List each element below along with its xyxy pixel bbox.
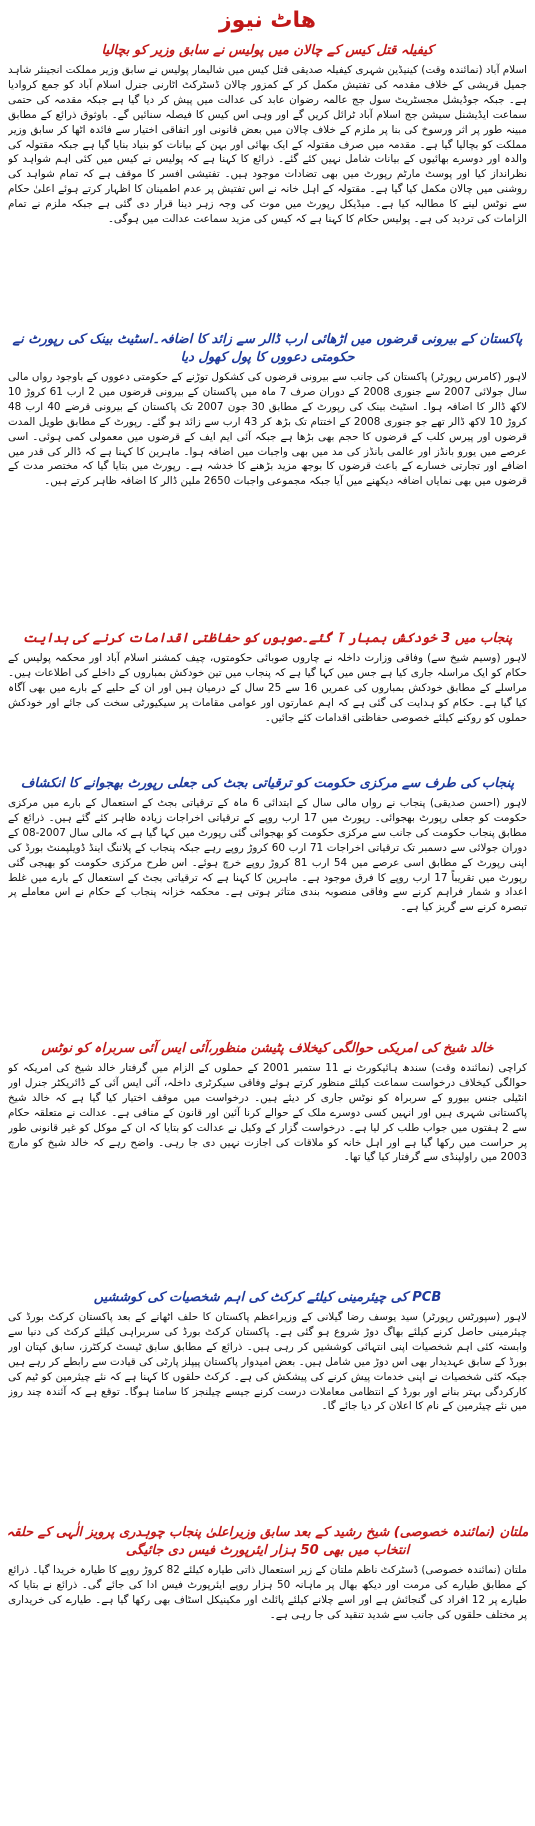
article-headline: ملتان (نمائندہ خصوصی) شیخ رشید کے بعد سابق وزیراعلیٰ پنجاب چوہدری پرویز الٰہی کے حلقہ انتخاب میں بھی 50 ہزار ایئرپورٹ فیس دی جائیگی xyxy=(6,1525,529,1558)
article-3 xyxy=(6,630,529,769)
article-6 xyxy=(6,1289,529,1518)
article-body: کراچی (نمائندہ وقت) سندھ ہائیکورٹ نے 11 ستمبر 2001 کے حملوں کے الزام میں گرفتار خالد شیخ کی امریکہ کو حوالگی کیخلاف درخواست سماعت کیلئے منظور کرتے ہوئے وفاقی سیکرٹری داخلہ، آئی ایس آئی کے ڈائریکٹر جنرل اور انٹیلی جنس بیورو کے سربراہ کو نوٹس جاری کر دیئے ہیں۔ درخواست میں موقف اختیار کیا گیا ہے کہ خالد شیخ پاکستانی شہری ہیں اور انہیں کسی دوسرے ملک کے حوالے کرنا آئین اور قانون کے منافی ہے۔ عدالت نے متعلقہ حکام سے 2 ہفتوں میں جواب طلب کر لیا ہے۔ درخواست گزار کے وکیل نے عدالت کو بتایا کہ ان کے موکل کو غیر قانونی طور پر حراست میں رکھا گیا ہے اور اہل خانہ کو ملاقات کی اجازت نہیں دی جا رہی۔ واضح رہے کہ خالد شیخ کو مارچ 2003 میں راولپنڈی سے گرفتار کیا گیا تھا۔ xyxy=(8,1062,527,1164)
article-1 xyxy=(6,42,529,325)
article-body: لاہور (کامرس رپورٹر) پاکستان کی جانب سے بیرونی قرضوں کی کشکول توڑنے کے حکومتی دعووں کے باوجود رواں مالی سال جولائی 2007 سے جنوری 2008 کے دوران صرف 7 ماہ میں پاکستان کے بیرونی قرضوں میں 2 ارب 61 کروڑ 10 لاکھ ڈالر کا اضافہ ہوا۔ اسٹیٹ بینک کی رپورٹ کے مطابق 30 جون 2007 تک پاکستان کے بیرونی قرضے 40 ارب 48 کروڑ 10 لاکھ ڈالر تھے جو جنوری 2008 کے اختتام تک بڑھ کر 43 ارب سے زائد ہو گئے۔ رپورٹ کے مطابق طویل المدت قرضوں اور پیرس کلب کے قرضوں کا حجم بھی بڑھا ہے جبکہ آئی ایم ایف کے قرضوں میں معمولی کمی ہوئی۔ اسی عرصے میں یورو بانڈز اور عالمی بانڈز کی مد میں بھی واجبات میں اضافہ ہوا۔ ماہرین کا کہنا ہے کہ ڈالر کی قدر میں اضافے اور تجارتی خسارے کے باعث قرضوں کا بوجھ مزید بڑھنے کا خدشہ ہے۔ رپورٹ میں بتایا گیا کہ مختصر مدت کے قرضوں میں بھی نمایاں اضافہ دیکھنے میں آیا جبکہ مجموعی واجبات 2650 ملین ڈالر کا اضافہ ظاہر کرتے ہیں۔ xyxy=(8,371,527,488)
article-headline: کیفیلہ قتل کیس کے چالان میں پولیس نے سابق وزیر کو بچالیا xyxy=(101,43,434,58)
article-2 xyxy=(6,331,529,624)
masthead-title: هاٹ نیوز xyxy=(219,8,316,33)
article-5 xyxy=(6,1040,529,1283)
article-headline: پنجاب کی طرف سے مرکزی حکومت کو ترقیاتی بجٹ کی جعلی رپورٹ بھجوانے کا انکشاف xyxy=(20,776,515,791)
article-body: لاہور (احسن صدیقی) پنجاب نے رواں مالی سال کے ابتدائی 6 ماہ کے ترقیاتی بجٹ کے استعمال کے بارے میں مرکزی حکومت کو جعلی رپورٹ بھجوائی۔ رپورٹ میں 17 ارب روپے کے ترقیاتی اخراجات زیادہ ظاہر کئے گئے ہیں۔ ذرائع کے مطابق پنجاب حکومت کی جانب سے مرکزی حکومت کو بھجوائی گئی رپورٹ میں کہا گیا ہے کہ مالی سال 2007-08 کے دوران جولائی سے دسمبر تک ترقیاتی اخراجات 71 ارب 60 کروڑ روپے رہے جبکہ پنجاب کے پلاننگ اینڈ ڈویلپمنٹ بورڈ کی اپنی رپورٹ کے مطابق اسی عرصے میں 54 ارب 81 کروڑ روپے خرچ ہوئے۔ اس طرح مرکزی حکومت کو بھیجی گئی رپورٹ میں تقریباً 17 ارب روپے کا فرق موجود ہے۔ ماہرین کا کہنا ہے کہ ترقیاتی بجٹ کے استعمال کے بارے میں غلط اعداد و شمار فراہم کرنے سے وفاقی منصوبہ بندی متاثر ہوتی ہے۔ محکمہ خزانہ پنجاب کے حکام نے اس معاملے پر تبصرہ کرنے سے گریز کیا ہے۔ xyxy=(8,797,527,914)
article-body: ملتان (نمائندہ خصوصی) ڈسٹرکٹ ناظم ملتان کے زیر استعمال ذاتی طیارہ کیلئے 82 کروڑ روپے کا طیارہ خریدا گیا۔ ذرائع کے مطابق طیارے کی مرمت اور دیکھ بھال پر ماہانہ 50 ہزار روپے ایئرپورٹ فیس ادا کی جائے گی۔ ذرائع نے بتایا کہ طیارے پر 12 افراد کی گنجائش ہے اور اسے چلانے کیلئے پائلٹ اور مکینیکل اسٹاف بھی رکھا گیا ہے۔ طیارے کی خریداری پر مختلف حلقوں کی جانب سے شدید تنقید کی جا رہی ہے۔ xyxy=(8,1564,527,1621)
article-4 xyxy=(6,775,529,1034)
article-body: اسلام آباد (نمائندہ وقت) کینیڈین شہری کیفیلہ صدیقی قتل کیس میں شالیمار پولیس نے سابق وزیر مملکت انجینئر شاہد جمیل قریشی کے خلاف مقدمہ کی تفتیش مکمل کر کے کمزور چالان ڈسٹرکٹ اٹارنی جنرل اسلام آباد کو جمع کروادیا ہے۔ جبکہ جوڈیشل مجسٹریٹ سول جج عالمہ رضوان عابد کی عدالت میں پیش کر دیا گیا ہے جبکہ مقدمہ کی حتمی سماعت ایڈیشنل سیشن جج اسلام آباد ٹرائل کریں گے اور وہی اس کیس کا فیصلہ سنائیں گے۔ باوثوق ذرائع کے مطابق مبینہ طور پر اثر ورسوخ کی بنا پر ملزم کے خلاف چالان میں بعض قانونی اور اتفاقی اختیار سے فائدہ اٹھا کر سابق وزیر مملکت کو بچالیا گیا ہے۔ مقدمہ میں صرف مقتولہ کے ایک بھائی اور بہن کے بیانات کو بنیاد بنایا گیا ہے جبکہ مقتولہ کی والدہ اور دوسرے بھائیوں کے بیانات شامل نہیں کئے گئے۔ ذرائع کا کہنا ہے کہ پولیس نے کیس میں کئی اہم شواہد کو نظرانداز کیا اور پوسٹ مارٹم رپورٹ میں بھی تضادات موجود ہیں۔ تفتیشی افسر کا موقف ہے کہ تمام شواہد کی روشنی میں چالان مکمل کیا گیا ہے۔ مقتولہ کے اہل خانہ نے اس تفتیش پر عدم اطمینان کا اظہار کرتے ہوئے اعلیٰ حکام سے نوٹس لینے کا مطالبہ کیا ہے۔ میڈیکل رپورٹ میں موت کی وجہ زہر دینا قرار دی گئی ہے جبکہ ملزم نے تمام الزامات کی تردید کی ہے۔ پولیس حکام کا کہنا ہے کہ کیس کی مزید سماعت عدالت میں ہوگی۔ xyxy=(8,64,527,226)
article-7 xyxy=(6,1524,529,1683)
article-body: لاہور (سپورٹس رپورٹر) سید یوسف رضا گیلانی کے وزیراعظم پاکستان کا حلف اٹھانے کے بعد پاکستان کرکٹ بورڈ کی چیئرمینی حاصل کرنے کیلئے بھاگ دوڑ شروع ہو گئی ہے۔ پاکستان کرکٹ بورڈ کی سربراہی کیلئے کرکٹ کی دنیا سے وابستہ کئی اہم شخصیات اپنی انتہائی کوششیں کر رہی ہیں۔ ذرائع کے مطابق سابق ٹیسٹ کرکٹرز، سابق کپتان اور بورڈ کے سابق عہدیدار بھی اس دوڑ میں شامل ہیں۔ بعض امیدوار پاکستان پیپلز پارٹی کی قیادت سے رابطے کر رہے ہیں جبکہ کئی شخصیات نے اپنی خدمات پیش کرنے کی پیشکش کی ہے۔ کرکٹ حلقوں کا کہنا ہے کہ نئے چیئرمین کو ٹیم کی کارکردگی بہتر بنانے اور بورڈ کے انتظامی معاملات درست کرنے جیسے چیلنجز کا سامنا ہوگا۔ توقع ہے کہ آئندہ چند روز میں نئے چیئرمین کے نام کا اعلان کر دیا جائے گا۔ xyxy=(8,1311,527,1413)
article-headline: PCB کی چیئرمینی کیلئے کرکٹ کی اہم شخصیات کی کوششیں xyxy=(93,1290,442,1305)
article-headline: پاکستان کے بیرونی قرضوں میں اڑھائی ارب ڈالر سے زائد کا اضافہ۔اسٹیٹ بینک کی رپورٹ نے حکومتی دعووں کا پول کھول دیا xyxy=(12,332,523,365)
article-body: لاہور (وسیم شیخ سے) وفاقی وزارت داخلہ نے چاروں صوبائی حکومتوں، چیف کمشنر اسلام آباد اور محکمہ پولیس کے حکام کو ایک مراسلہ جاری کیا ہے جس میں کہا گیا ہے کہ پنجاب میں تین خودکش بمباروں کے داخلے کی اطلاعات ہیں۔ مراسلے کے مطابق خودکش بمباروں کی عمریں 16 سے 25 سال کے درمیان ہیں اور ان کے حلیے کے بارے میں بھی آگاہ کیا گیا ہے۔ حکام کو ہدایت کی گئی ہے کہ اہم عمارتوں اور عوامی مقامات پر سیکیورٹی سخت کی جائے اور خودکش حملوں کو روکنے کیلئے خصوصی حفاظتی اقدامات کئے جائیں۔ xyxy=(8,652,527,724)
article-headline: پنجاب میں 3 خودکش بمبار آ گئے۔صوبوں کو حفاظتی اقدامات کرنے کی ہدایت xyxy=(22,631,513,646)
article-headline: خالد شیخ کی امریکی حوالگی کیخلاف پٹیشن منظور،آئی ایس آئی سربراہ کو نوٹس xyxy=(41,1041,494,1056)
